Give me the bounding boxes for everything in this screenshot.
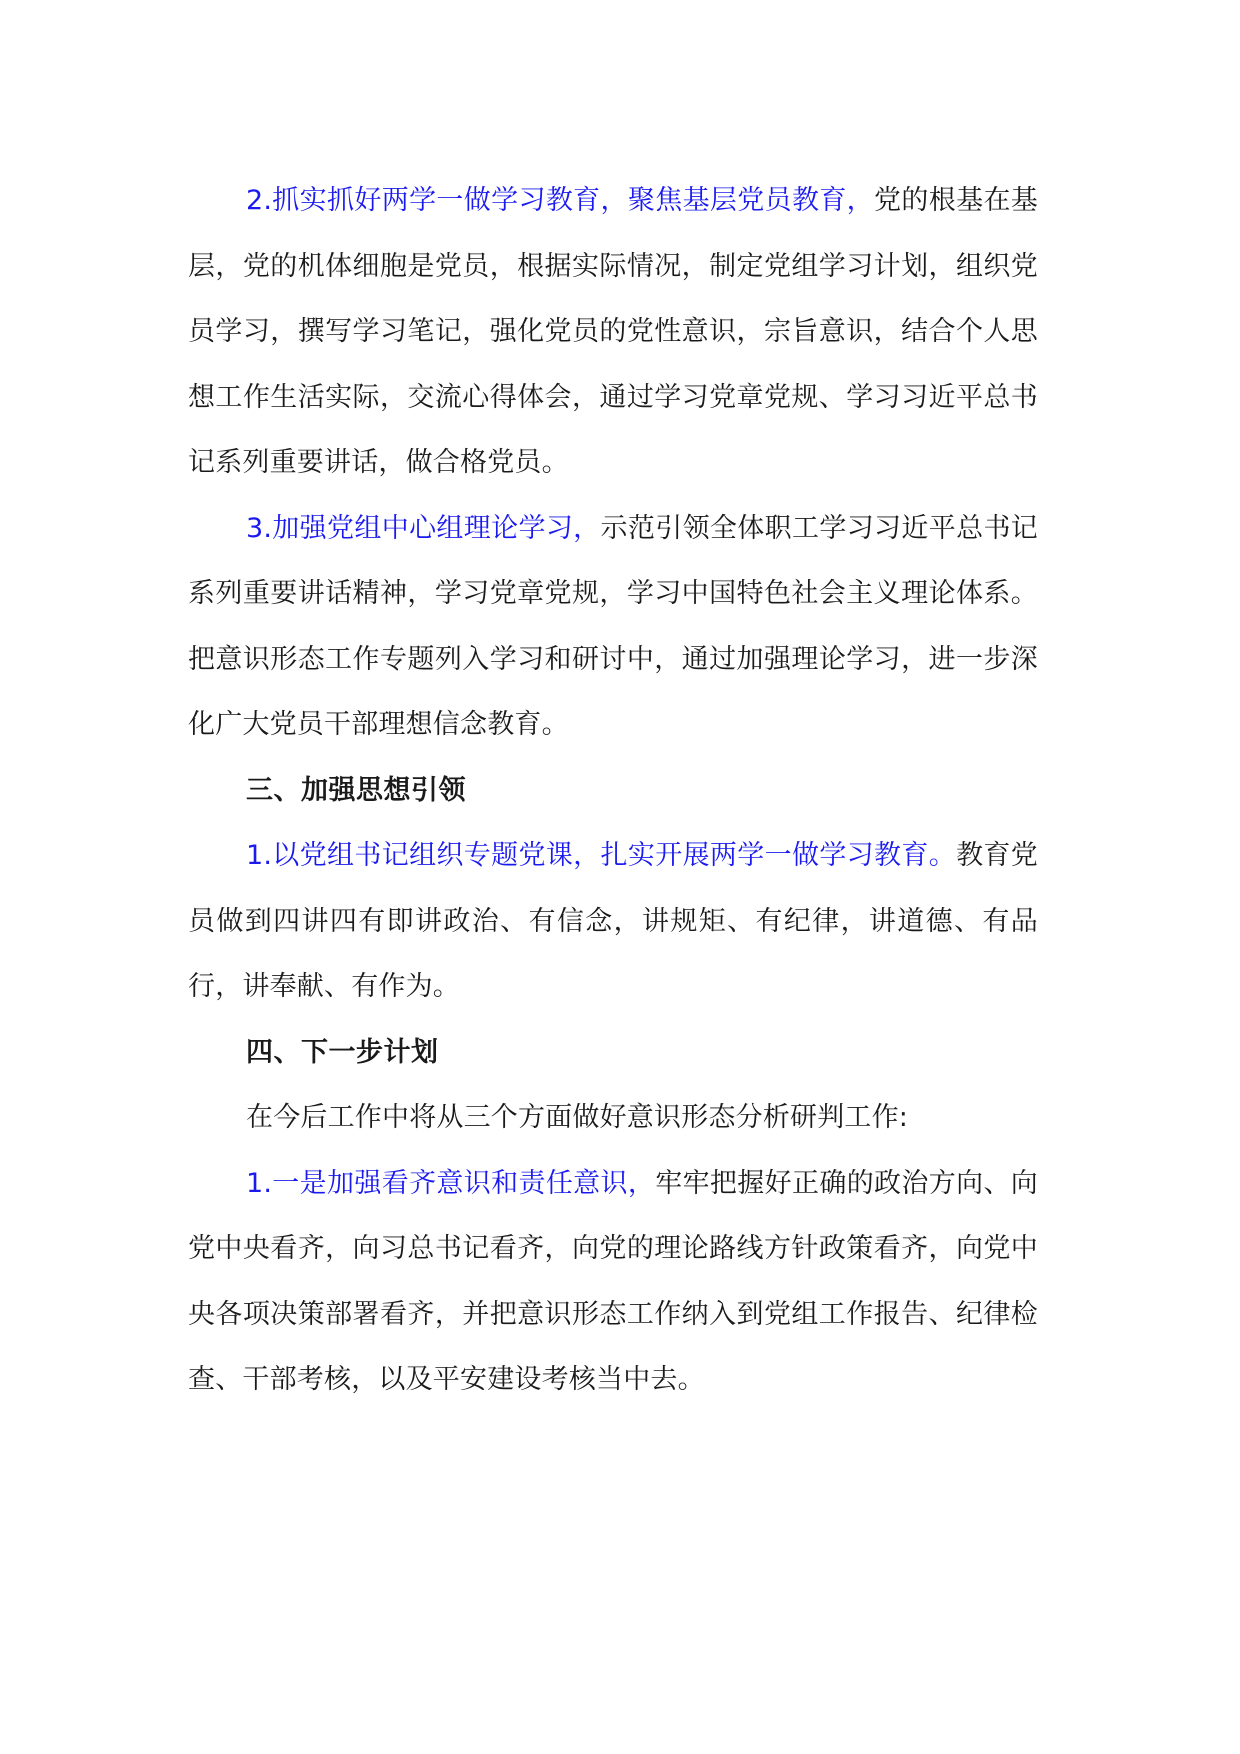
section-heading-next-plan: 四、下一步计划 — [246, 1036, 439, 1068]
paragraph-lead-highlight: 2.抓实抓好两学一做学习教育，聚焦基层党员教育， — [246, 185, 875, 216]
section-heading-ideological-guidance: 三、加强思想引领 — [246, 774, 466, 806]
paragraph-party-member-education — [188, 168, 1038, 496]
paragraph-plan-intro: 在今后工作中将从三个方面做好意识形态分析研判工作: — [246, 1102, 909, 1133]
paragraph-theory-study — [188, 496, 1038, 758]
paragraph-body: 党的根基在基层，党的机体细胞是党员，根据实际情况，制定党组学习计划，组织党员学习，撰写学习笔记，强化党员的党性意识，宗旨意识，结合个人思想工作生活实际，交流心得体会，通过学习党章党规、学习习近平总书记系列重要讲话，做合格党员。 — [188, 185, 1039, 478]
document-page — [188, 168, 1038, 1413]
paragraph-alignment-awareness — [188, 1151, 1038, 1413]
paragraph-lead-highlight: 1.一是加强看齐意识和责任意识， — [246, 1167, 656, 1199]
paragraph-body: 示范引领全体职工学习习近平总书记系列重要讲话精神，学习党章党规，学习中国特色社会主义理论体系。把意识形态工作专题列入学习和研讨中，通过加强理论学习，进一步深化广大党员干部理想信念教育。 — [188, 512, 1038, 740]
paragraph-body: 牢牢把握好正确的政治方向、向党中央看齐，向习总书记看齐，向党的理论路线方针政策看齐，向党中央各项决策部署看齐，并把意识形态工作纳入到党组工作报告、纪律检查、干部考核，以及平安建设考核当中去。 — [188, 1167, 1038, 1395]
paragraph-party-lecture — [188, 823, 1038, 1020]
paragraph-lead-highlight: 3.加强党组中心组理论学习， — [246, 512, 601, 544]
paragraph-body: 教育党员做到四讲四有即讲政治、有信念，讲规矩、有纪律，讲道德、有品行，讲奉献、有作为。 — [188, 840, 1038, 1002]
paragraph-lead-highlight: 1.以党组书记组织专题党课，扎实开展两学一做学习教育。 — [246, 840, 957, 871]
